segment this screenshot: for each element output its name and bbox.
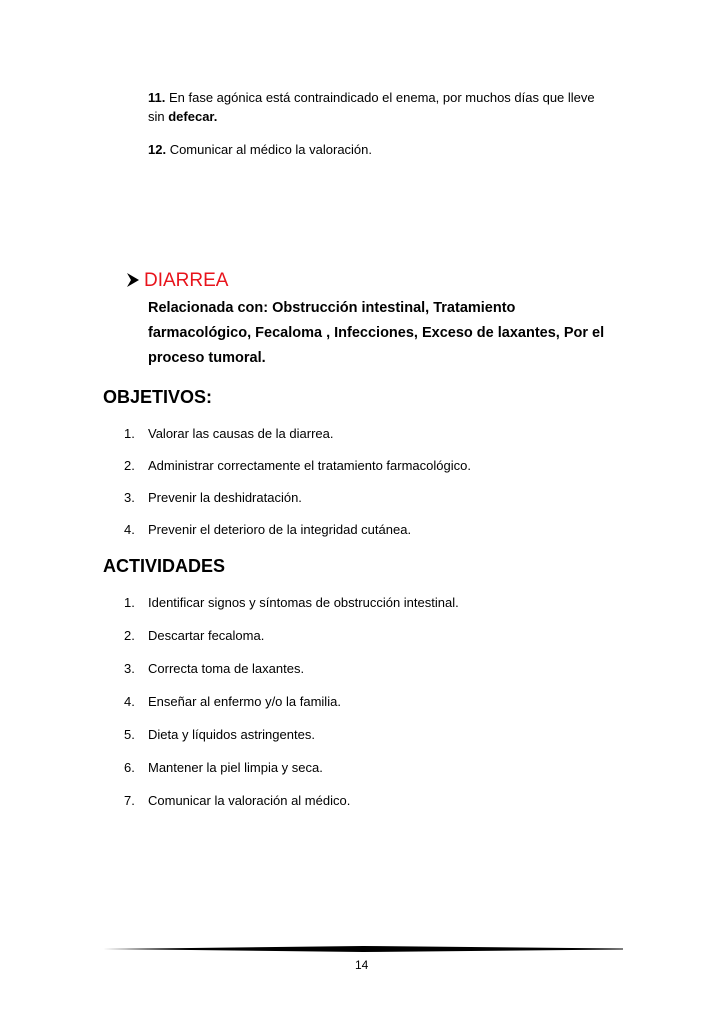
diarrea-heading: [127, 270, 228, 292]
list-item-number: 7.: [124, 793, 135, 808]
arrow-bullet-icon: [127, 273, 139, 287]
diarrea-heading-text: DIARREA: [144, 270, 229, 291]
list-item-number: 4.: [124, 522, 135, 537]
list-item-text: Prevenir el deterioro de la integridad cutánea.: [148, 522, 412, 537]
list-item-text: Descartar fecaloma.: [148, 628, 265, 643]
list-item: [124, 727, 315, 743]
list-item-number: 1.: [124, 426, 135, 441]
list-item: [124, 661, 304, 677]
list-item: [124, 760, 323, 776]
diarrea-related-line-1: Relacionada con: Obstrucción intestinal, Tratamiento: [148, 300, 516, 316]
list-item: [124, 595, 459, 611]
objetivos-title: OBJETIVOS:: [103, 387, 213, 407]
list-item-number: 3.: [124, 490, 135, 505]
intro-item-12-text: Comunicar al médico la valoración.: [166, 142, 373, 157]
list-item: [124, 793, 350, 809]
list-item-number: 2.: [124, 628, 135, 643]
intro-item-11-line2: [148, 109, 217, 125]
actividades-title: ACTIVIDADES: [103, 556, 226, 576]
list-item: [124, 522, 411, 538]
diarrea-related-line-2: farmacológico, Fecaloma , Infecciones, Exceso de laxantes, Por el: [148, 325, 605, 341]
list-item-number: 3.: [124, 661, 135, 676]
list-item: [124, 628, 264, 644]
intro-item-12: [148, 142, 372, 158]
list-item-text: Mantener la piel limpia y seca.: [148, 760, 323, 775]
intro-item-11-line1: [148, 90, 595, 106]
list-item: [124, 458, 471, 474]
list-item: [124, 490, 302, 506]
list-item-number: 6.: [124, 760, 135, 775]
list-item-text: Prevenir la deshidratación.: [148, 490, 302, 505]
footer-divider: [103, 943, 623, 955]
page-number: 14: [355, 958, 369, 972]
list-item-number: 4.: [124, 694, 135, 709]
intro-item-11-line2-prefix: sin: [148, 109, 169, 124]
intro-item-11-number: 11.: [148, 90, 166, 105]
list-item-text: Comunicar la valoración al médico.: [148, 793, 351, 808]
list-item-number: 5.: [124, 727, 135, 742]
list-item: [124, 426, 333, 442]
diarrea-related-line-3: proceso tumoral.: [148, 350, 266, 366]
list-item-text: Dieta y líquidos astringentes.: [148, 727, 315, 742]
intro-item-11-line2-bold: defecar.: [168, 109, 218, 124]
list-item-text: Identificar signos y síntomas de obstrucción intestinal.: [148, 595, 459, 610]
list-item-text: Valorar las causas de la diarrea.: [148, 426, 334, 441]
intro-item-11-text: En fase agónica está contraindicado el enema, por muchos días que lleve: [165, 90, 595, 105]
list-item-number: 1.: [124, 595, 135, 610]
list-item: [124, 694, 341, 710]
list-item-text: Correcta toma de laxantes.: [148, 661, 305, 676]
intro-item-12-number: 12.: [148, 142, 167, 157]
list-item-text: Administrar correctamente el tratamiento farmacológico.: [148, 458, 471, 473]
list-item-number: 2.: [124, 458, 135, 473]
list-item-text: Enseñar al enfermo y/o la familia.: [148, 694, 341, 709]
